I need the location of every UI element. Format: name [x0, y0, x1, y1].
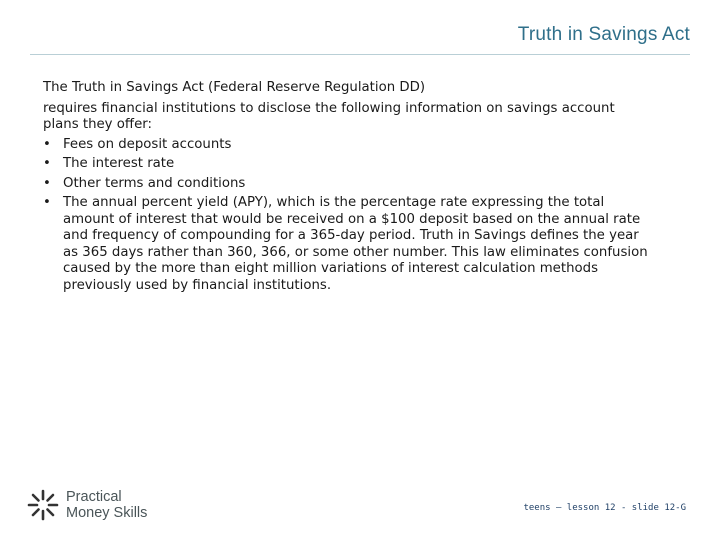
bullet-item	[43, 156, 653, 173]
logo-line-2: Money Skills	[66, 505, 148, 521]
bullet-text: The annual percent yield (APY), which is the percentage rate expressing the total amount of interest that would be received on a $100 deposit based on the annual rate and frequency of compounding for a 365-day period. Truth in Savings defines the year as 365 days rather than 360, 366, or some other number. This law eliminates confusion caused by the more than eight million variations of interest calculation methods previously used by financial institutions.	[63, 195, 648, 293]
bullet-marker: •	[43, 195, 51, 210]
bullet-item	[43, 137, 653, 154]
practical-money-skills-logo	[26, 488, 147, 522]
bullet-text: Other terms and conditions	[63, 175, 246, 191]
logo-wordmark	[66, 489, 147, 521]
slide-title: Truth in Savings Act	[517, 24, 690, 45]
bullet-item	[43, 195, 653, 294]
title-divider	[30, 54, 690, 55]
starburst-icon	[26, 488, 60, 522]
slide-content	[43, 80, 653, 297]
bullet-text: The interest rate	[63, 156, 175, 171]
bullet-item	[43, 176, 653, 193]
bullet-marker: •	[43, 175, 51, 191]
content-heading: The Truth in Savings Act (Federal Reserve Regulation DD)	[43, 80, 426, 95]
slide-footer-info: teens – lesson 12 - slide 12-G	[523, 503, 686, 513]
bullet-marker: •	[43, 156, 51, 171]
logo-line-1: Practical	[66, 489, 122, 505]
bullet-text: Fees on deposit accounts	[63, 136, 232, 152]
bullet-marker: •	[43, 136, 51, 152]
content-intro: requires financial institutions to disclose the following information on savings account plans they offer:	[43, 100, 615, 132]
bullet-list	[43, 137, 653, 295]
